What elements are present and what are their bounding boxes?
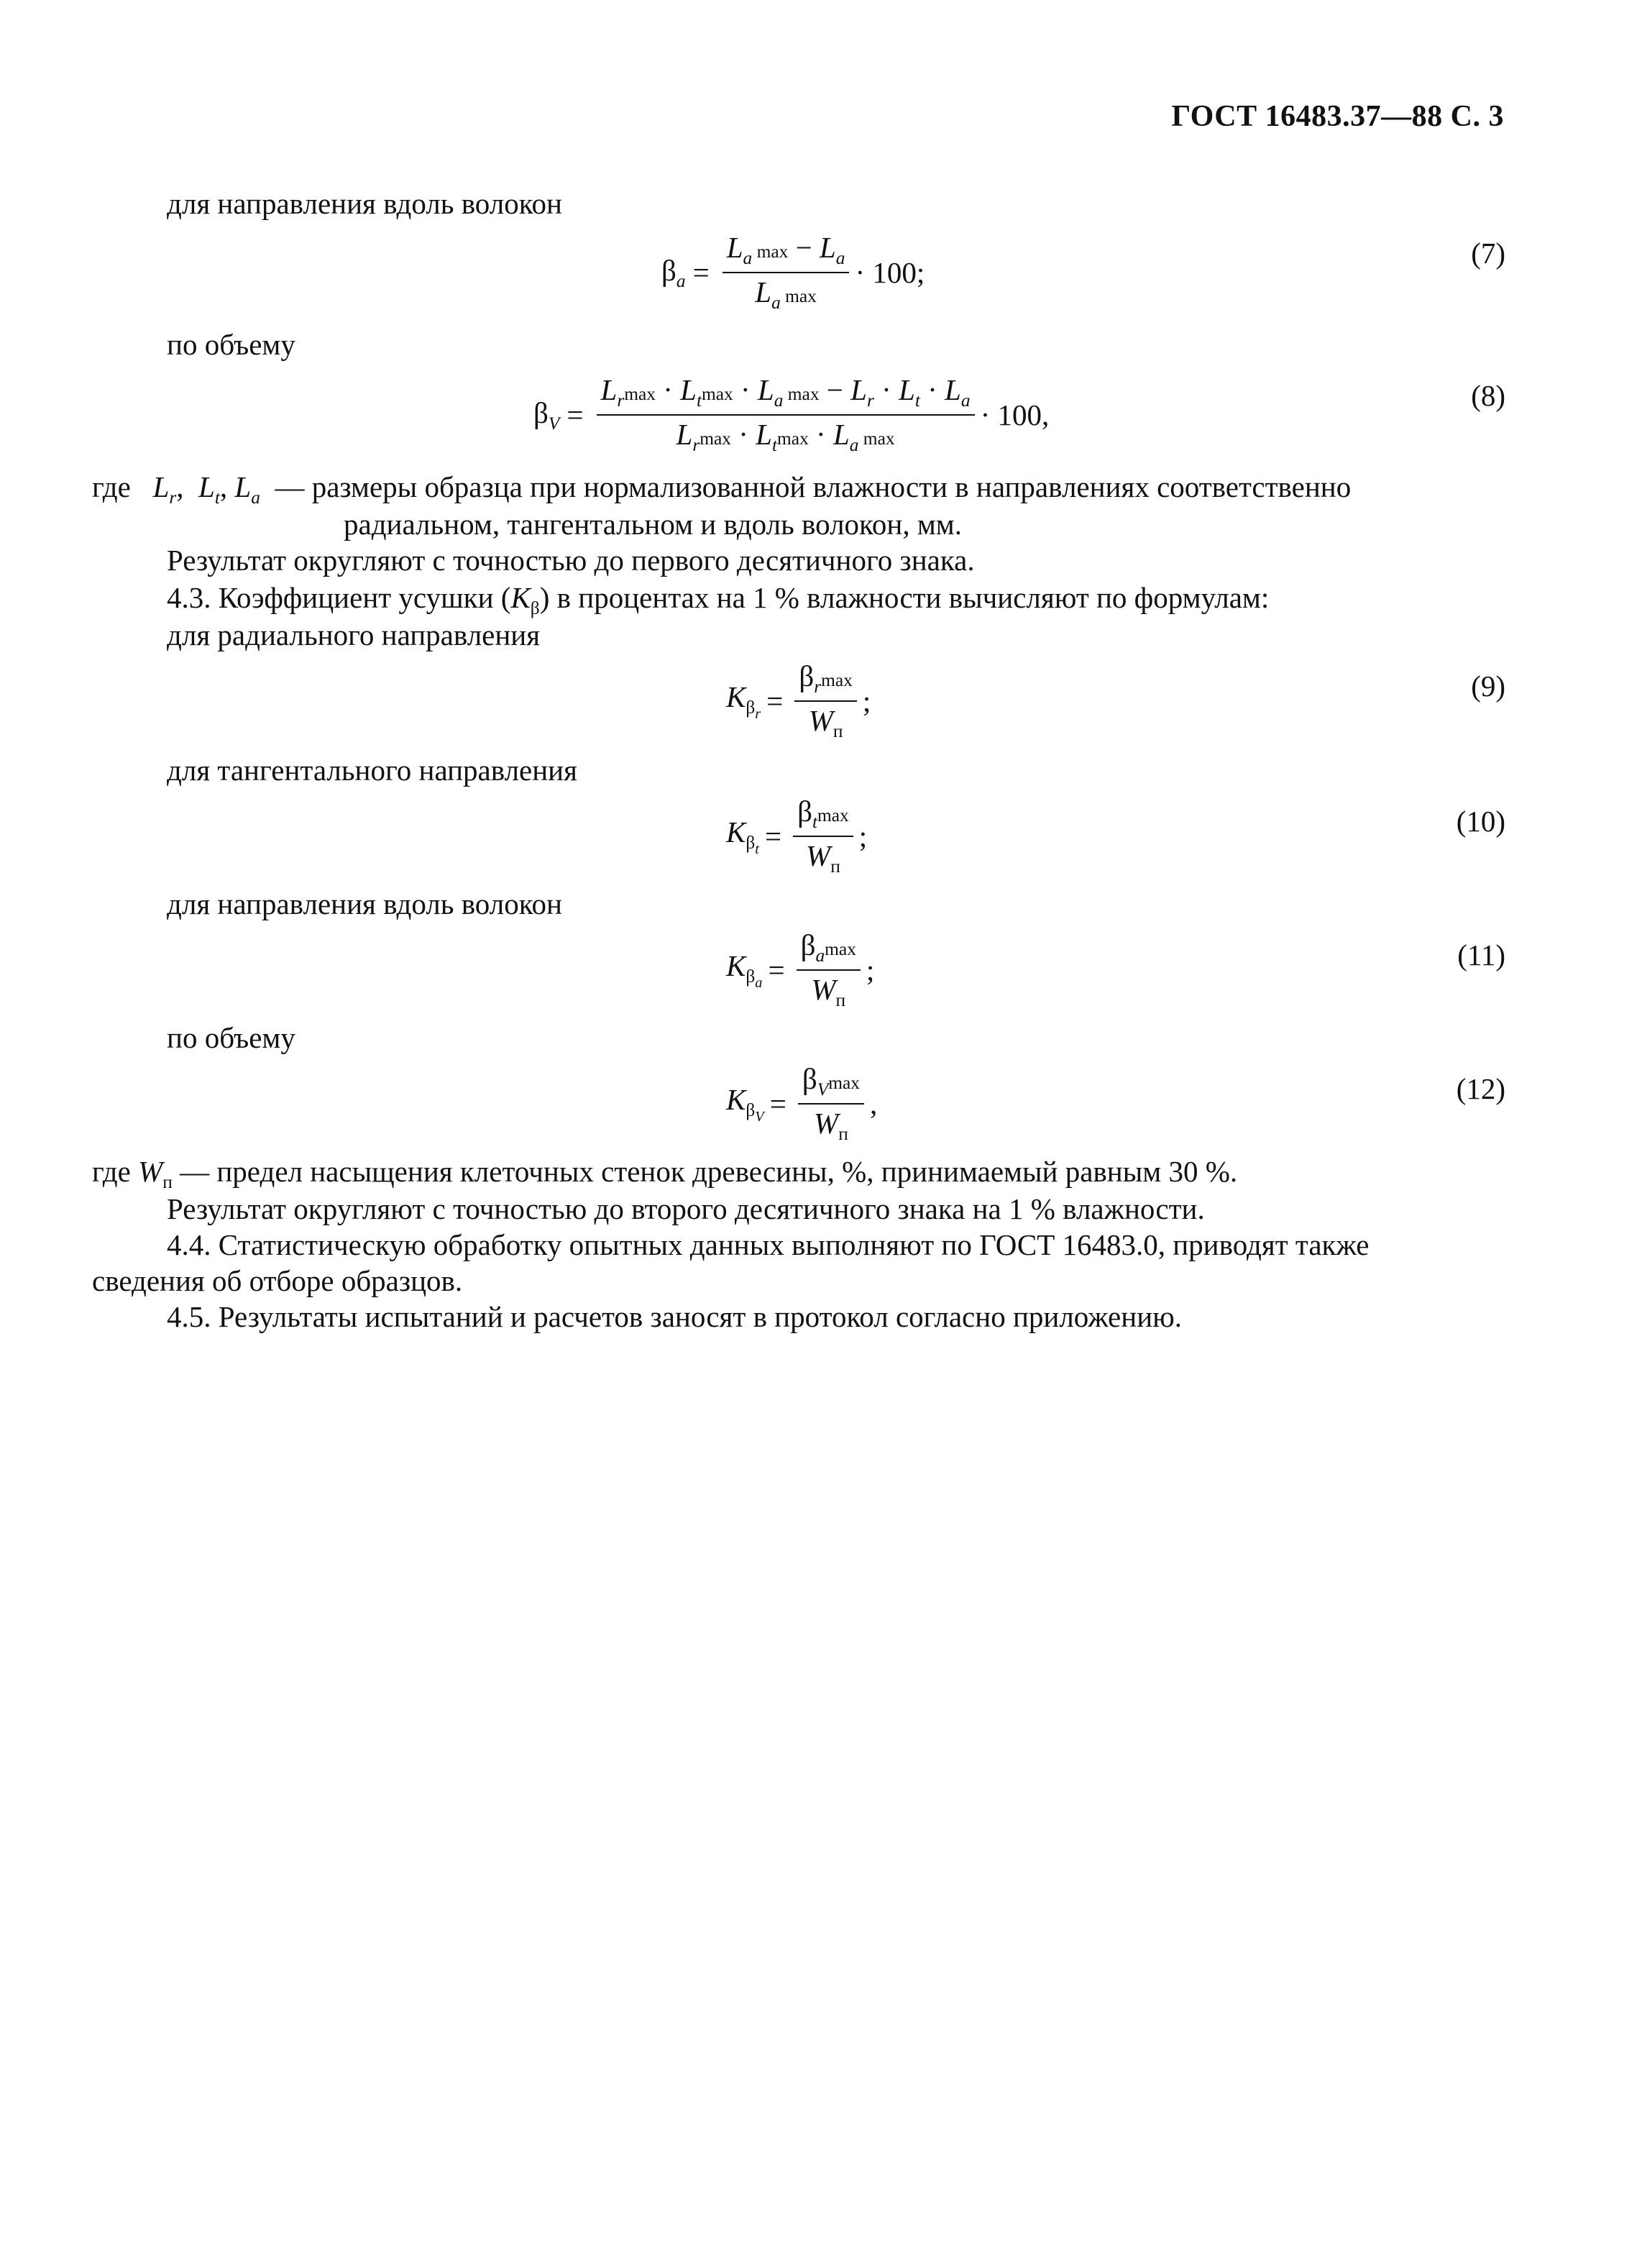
eq12-comma: , (870, 1087, 878, 1120)
text-radial: для радиального направления (167, 618, 541, 651)
where-w-line: где $W_п$ — предел насыщения клеточных стенок древесины, %, принимаемый равным 30 %. (92, 1155, 1238, 1192)
formula-12: $K_{\beta_V}$ = $\frac{\beta_V\max}{W_п}$ , (726, 1062, 878, 1144)
equation-number-10: (10) (1456, 805, 1505, 838)
text-tangential: для тангентального направления (167, 754, 577, 787)
paragraph-4-3: 4.3. Коэффициент усушки $(K_\beta)$ в процентах на 1 % влажности вычисляют по формулам: (167, 581, 1270, 618)
where-label: где (92, 470, 131, 503)
text-along-fibers: для направления вдоль волокон (167, 187, 562, 220)
formula-7: $\beta_a$ = $\frac{L_a \max - L_a}{L_a \max}$ · 100; (661, 231, 925, 313)
equation-number-8: (8) (1471, 379, 1505, 412)
formula-9: $K_{\beta_r}$ = $\frac{\beta_r\max}{W_п}$ ; (726, 659, 871, 741)
text-along-fibers-2: для направления вдоль волокон (167, 887, 562, 920)
where-w-description: — предел насыщения клеточных стенок древесины, %, принимаемый равным 30 %. (180, 1155, 1238, 1188)
equation-number-12: (12) (1456, 1072, 1505, 1105)
paragraph-4-4-line2: сведения об отборе образцов. (92, 1264, 463, 1297)
where-l-description: — размеры образца при нормализованной влажности в направлениях соответственно (275, 470, 1352, 503)
equation-number-11: (11) (1457, 938, 1505, 971)
text-by-volume-2: по объему (167, 1021, 295, 1054)
round-first-text: Результат округляют с точностью до первого десятичного знака. (167, 544, 975, 577)
eq7-factor: · 100; (855, 255, 925, 289)
equation-number-7: (7) (1471, 237, 1505, 270)
eq8-factor: · 100, (980, 398, 1050, 431)
page-header: ГОСТ 16483.37—88 С. 3 (1171, 100, 1504, 133)
paragraph-4-4-line1: 4.4. Статистическую обработку опытных данных выполняют по ГОСТ 16483.0, приводят также (167, 1228, 1370, 1261)
where-l-description-2: радиальном, тангентальном и вдоль волокон, мм. (344, 508, 962, 541)
paragraph-4-5: 4.5. Результаты испытаний и расчетов заносят в протокол согласно приложению. (167, 1300, 1183, 1333)
text-by-volume: по объему (167, 328, 295, 361)
formula-11: $K_{\beta_a}$ = $\frac{\beta_a\max}{W_п}$ ; (726, 928, 875, 1010)
eq11-semicolon: ; (866, 953, 875, 987)
where-l-line: где $L_r$, $L_t$, $L_a$ — размеры образца при нормализованной влажности в направлениях соответственно (92, 470, 1352, 508)
eq9-semicolon: ; (862, 684, 871, 718)
paragraph-4-3-start: 4.3. Коэффициент усушки ( (167, 581, 511, 614)
where-w-label: где (92, 1155, 131, 1188)
eq10-semicolon: ; (858, 819, 868, 853)
round-second-text: Результат округляют с точностью до второго десятичного знака на 1 % влажности. (167, 1192, 1205, 1225)
formula-8: $\beta_V$ = $\frac{L_r\max \cdot L_t\max \cdot L_a \max - L_r \cdot L_t \cdot L_a}{L_r\max \cdot L_t\max \cdot L_a \max}$ · 100, (533, 373, 1050, 455)
formula-10: $K_{\beta_t}$ = $\frac{\beta_t\max}{W_п}$ ; (726, 795, 868, 877)
paragraph-4-3-end: ) в процентах на 1 % влажности вычисляют по формулам: (539, 581, 1270, 614)
equation-number-9: (9) (1471, 669, 1505, 703)
